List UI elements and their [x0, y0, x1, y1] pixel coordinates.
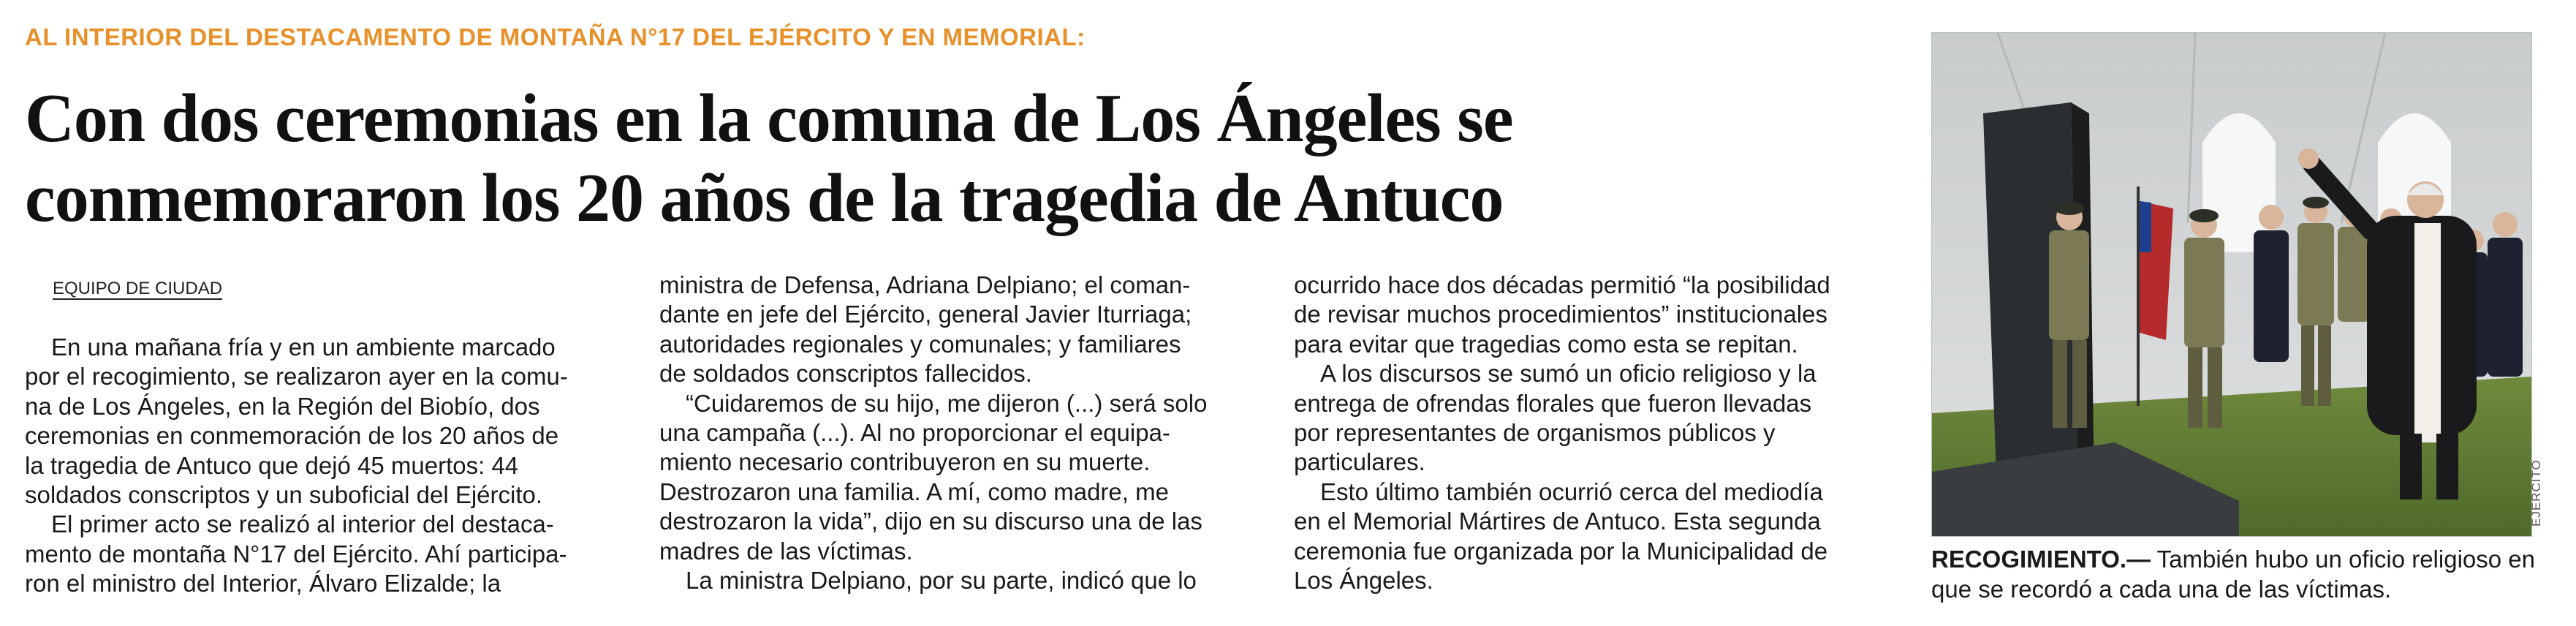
text-line: ceremonias en conmemoración de los 20 años de	[25, 422, 559, 450]
text-line: una campaña (...). Al no proporcionar el equipa-	[659, 419, 1170, 447]
article-column-2	[659, 271, 1266, 595]
text-line: por representantes de organismos públicos y	[1294, 419, 1776, 447]
caption-text: También hubo un oficio religioso en	[2151, 546, 2535, 573]
paragraph	[659, 389, 1266, 566]
caption-line-1	[1931, 544, 2560, 574]
text-line: autoridades regionales y comunales; y familiares	[659, 330, 1181, 358]
text-line: ministra de Defensa, Adriana Delpiano; el coman-	[659, 271, 1191, 298]
text-line: ceremonia fue organizada por la Municipalidad de	[1294, 537, 1828, 565]
ceremony-photo	[1931, 32, 2532, 537]
text-line: Destrozaron una familia. A mí, como madre, me	[659, 478, 1169, 505]
text-line: por el recogimiento, se realizaron ayer en la comu-	[25, 363, 568, 391]
article-column-1	[25, 333, 632, 599]
ceremony-photo-illustration	[1932, 33, 2531, 536]
text-line: na de Los Ángeles, en la Región del Biobío, dos	[25, 392, 540, 420]
text-line: entrega de ofrendas florales que fueron llevadas	[1294, 389, 1812, 417]
byline: EQUIPO DE CIUDAD	[53, 279, 223, 298]
paragraph	[1294, 271, 1901, 359]
headline	[25, 79, 1925, 238]
text-line: Los Ángeles.	[1294, 567, 1433, 595]
caption-title: RECOGIMIENTO.—	[1931, 546, 2151, 573]
headline-line-1: Con dos ceremonias en la comuna de Los Ángeles se	[25, 80, 1513, 156]
photo-credit: EJÉRCITO	[2529, 459, 2543, 527]
text-line: mento de montaña N°17 del Ejército. Ahí participa-	[25, 540, 567, 567]
text-line: dante en jefe del Ejército, general Javier Iturriaga;	[659, 301, 1192, 328]
text-line: en el Memorial Mártires de Antuco. Esta segunda	[1294, 508, 1821, 535]
article-column-3	[1294, 271, 1901, 595]
paragraph	[1294, 359, 1901, 478]
paragraph	[1294, 478, 1901, 596]
paragraph	[25, 510, 632, 598]
text-line: destrozaron la vida”, dijo en su discurso una de las	[659, 508, 1202, 535]
paragraph	[659, 271, 1266, 389]
paragraph	[25, 333, 632, 510]
text-line: soldados conscriptos y un suboficial del Ejército.	[25, 481, 543, 509]
text-line: de soldados conscriptos fallecidos.	[659, 360, 1032, 388]
text-line: En una mañana fría y en un ambiente marcado	[51, 333, 556, 361]
text-line: la tragedia de Antuco que dejó 45 muertos: 44	[25, 451, 519, 479]
text-line: particulares.	[1294, 448, 1425, 476]
text-line: ron el ministro del Interior, Álvaro Elizalde; la	[25, 570, 501, 597]
text-line: miento necesario contribuyeron en su muerte.	[659, 448, 1151, 476]
text-line: La ministra Delpiano, por su parte, indicó que lo	[686, 567, 1197, 595]
text-line: A los discursos se sumó un oficio religioso y la	[1320, 360, 1817, 388]
kicker: AL INTERIOR DEL DESTACAMENTO DE MONTAÑA N°17 DEL EJÉRCITO Y EN MEMORIAL:	[25, 23, 1086, 50]
headline-line-2: conmemoraron los 20 años de la tragedia de Antuco	[25, 160, 1504, 236]
text-line: para evitar que tragedias como esta se repitan.	[1294, 330, 1798, 358]
text-line: de revisar muchos procedimientos” institucionales	[1294, 301, 1827, 328]
text-line: madres de las víctimas.	[659, 537, 913, 565]
text-line: “Cuidaremos de su hijo, me dijeron (...) será solo	[686, 389, 1208, 417]
paragraph	[659, 566, 1266, 595]
caption-line-2: que se recordó a cada una de las víctimas.	[1931, 576, 2392, 603]
photo-caption	[1931, 544, 2560, 604]
text-line: Esto último también ocurrió cerca del mediodía	[1320, 478, 1823, 505]
text-line: ocurrido hace dos décadas permitió “la posibilidad	[1294, 271, 1830, 298]
text-line: El primer acto se realizó al interior del destaca-	[51, 510, 554, 538]
